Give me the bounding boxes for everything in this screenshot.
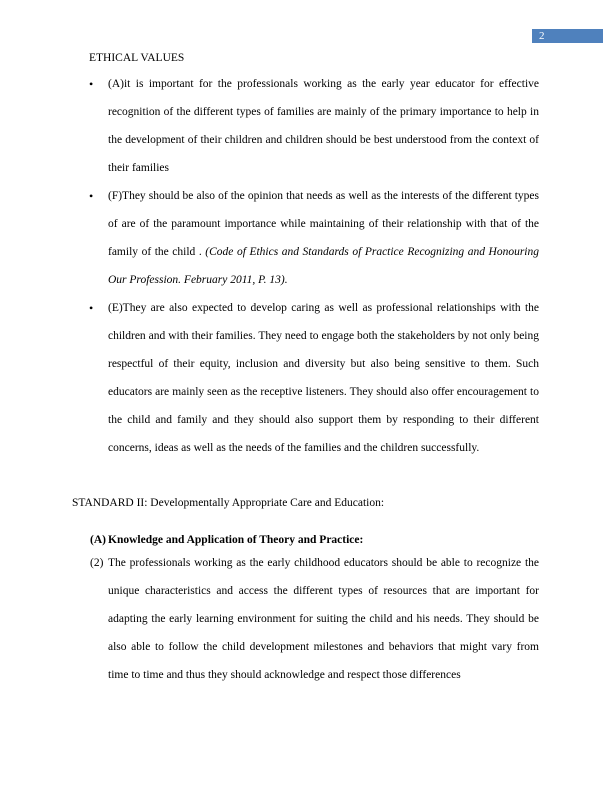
ethical-value-text: (F)They should be also of the opinion that needs as well as the interests of the different types of are of the paramount importance while maintaining of their relationship with that of the family of the child . bbox=[108, 190, 539, 258]
standard-ii-heading: STANDARD II: Developmentally Appropriate Care and Education: bbox=[72, 497, 385, 509]
bullet-icon: • bbox=[89, 77, 94, 91]
subheading-text: Knowledge and Application of Theory and Practice: bbox=[108, 534, 364, 546]
ethical-values-list bbox=[89, 70, 539, 462]
knowledge-subheading bbox=[90, 533, 363, 547]
bullet-icon: • bbox=[89, 301, 94, 315]
page-number: 2 bbox=[539, 30, 545, 42]
numbered-item-2 bbox=[90, 549, 539, 689]
ethical-value-item-e bbox=[89, 294, 539, 462]
ethical-value-text: (E)They are also expected to develop caring as well as professional relationships with the children and with their families. They need to engage both the stakeholders by not only being respectful of their equity, inclusion and diversity but also being sensitive to them. Such educators are mainly seen as the receptive listeners. They should also offer encouragement to the child and family and they should also support them by responding to their different concerns, ideas as well as the needs of the families and the children successfully. bbox=[108, 302, 539, 454]
page-number-badge bbox=[532, 29, 603, 43]
item-number: (2) bbox=[90, 557, 104, 569]
citation: (Code of Ethics and Standards of Practice Recognizing and Honouring Our Profession. February 2011, P. 13). bbox=[108, 246, 539, 286]
ethical-value-item-a bbox=[89, 70, 539, 182]
bullet-icon: • bbox=[89, 189, 94, 203]
subheading-label: (A) bbox=[90, 534, 106, 546]
item-text: The professionals working as the early childhood educators should be able to recognize the unique characteristics and access the different types of resources that are important for adapting the early learning environment for suiting the child and his needs. They should be also able to follow the child development milestones and behaviors that might vary from time to time and thus they should acknowledge and respect those differences bbox=[108, 557, 539, 681]
ethical-value-item-f bbox=[89, 182, 539, 294]
ethical-value-text: (A)it is important for the professionals working as the early year educator for effective recognition of the different types of families are mainly of the primary importance to help in the development of their children and children should be best understood from the context of their families bbox=[108, 78, 539, 174]
ethical-values-heading: ETHICAL VALUES bbox=[89, 52, 185, 64]
